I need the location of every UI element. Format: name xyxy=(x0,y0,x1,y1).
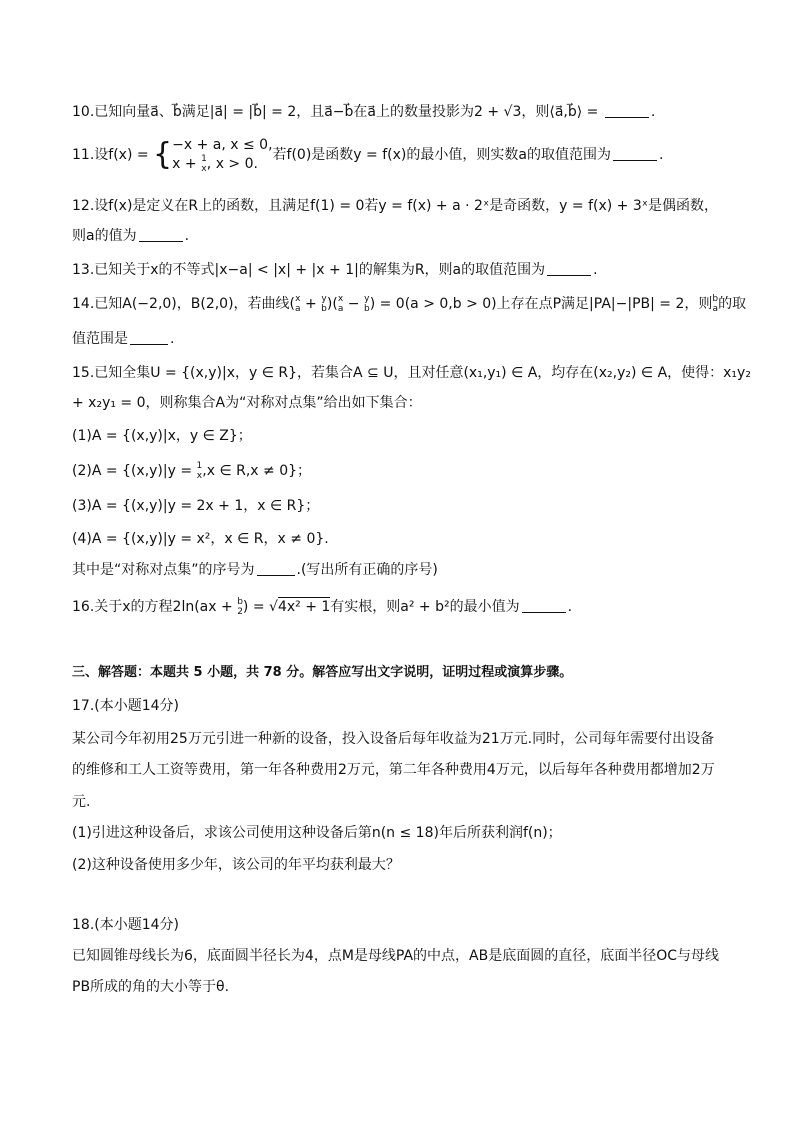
question-12-line-1: 12.设f(x)是定义在R上的函数，且满足f(1) = 0若y = f(x) + a · 2ˣ是奇函数，y = f(x) + 3ˣ是偶函数， xyxy=(72,198,718,214)
question-17-sub-1: (1)引进这种设备后，求该公司使用这种设备后第n(n ≤ 18)年后所获利润f(n)； xyxy=(72,825,562,841)
answer-blank xyxy=(522,598,566,613)
denominator: b xyxy=(321,304,327,314)
numerator: y xyxy=(364,294,370,304)
denominator: x xyxy=(201,164,207,174)
denominator: a xyxy=(712,304,718,314)
question-18-title: 18.(本小题14分) xyxy=(72,917,180,933)
denominator: b xyxy=(363,304,370,314)
question-17-para-3: 元. xyxy=(72,794,91,810)
question-13-text: 13.已知关于x的不等式|x−a| < |x| + |x + 1|的解集为R，则a的取值范围为 xyxy=(72,262,546,278)
question-17-para-1: 某公司今年初用25万元引进一种新的设备，投入设备后每年收益为21万元.同时，公司每年需要付出设备 xyxy=(72,731,715,747)
question-15-item-4: (4)A = {(x,y)|y = x²，x ∈ R，x ≠ 0}. xyxy=(72,531,329,547)
question-12-text: 则a的值为 xyxy=(72,228,137,244)
q16-lead: 16.关于x的方程2ln(ax + xyxy=(72,599,238,615)
case-2-tail: , x > 0. xyxy=(206,156,258,172)
question-12-line-2 xyxy=(72,227,189,245)
piecewise-case-1: −x + a, x ≤ 0, xyxy=(172,137,273,153)
question-11 xyxy=(72,136,663,174)
denominator: x xyxy=(196,471,203,481)
question-18-para-1: 已知圆锥母线长为6，底面圆半径长为4，点M是母线PA的中点，AB是底面圆的直径，底面半径OC与母线 xyxy=(72,948,719,964)
question-11-end: . xyxy=(658,147,664,163)
plus-sign: + xyxy=(300,296,322,312)
section-heading: 三、解答题：本题共 5 小题，共 78 分。解答应写出文字说明，证明过程或演算步骤。 xyxy=(72,665,573,680)
item-2-lead: (2)A = {(x,y)|y = xyxy=(72,463,197,479)
numerator: y xyxy=(321,294,327,304)
radicand: 4x² + 1 xyxy=(277,599,331,615)
denominator: 2 xyxy=(237,607,243,617)
minus-sign: − xyxy=(343,296,364,312)
question-11-suffix: 若f(0)是函数y = f(x)的最小值，则实数a的取值范围为 xyxy=(272,147,611,163)
q14-part-a: 14.已知A(−2,0)，B(2,0)，若曲线( xyxy=(72,296,296,312)
question-15-item-1: (1)A = {(x,y)|x，y ∈ Z}； xyxy=(72,428,252,444)
question-11-prefix: 11.设f(x) = xyxy=(72,147,154,163)
question-15-item-2 xyxy=(72,461,311,481)
question-14-line-1 xyxy=(72,294,746,314)
numerator: x xyxy=(337,294,344,304)
answer-blank xyxy=(257,561,295,576)
question-18-para-2: PB所成的角的大小等于θ. xyxy=(72,979,230,995)
answer-blank xyxy=(130,330,168,345)
q16-tail: 有实根，则a² + b²的最小值为 xyxy=(330,599,520,615)
question-10-text: 10.已知向量a⃗、b⃗满足|a⃗| = |b⃗| = 2，且a⃗−b⃗在a⃗上的数量投影为2 + √3，则⟨a⃗,b⃗⟩ = xyxy=(72,104,603,120)
question-15-line-1: 15.已知全集U = {(x,y)|x，y ∈ R}，若集合A ⊆ U，且对任意(x₁,y₁) ∈ A，均存在(x₂,y₂) ∈ A，使得：x₁y₂ xyxy=(72,365,751,381)
item-2-tail: ,x ∈ R,x ≠ 0}； xyxy=(202,463,312,479)
answer-blank xyxy=(547,261,591,276)
question-16 xyxy=(72,597,572,617)
numerator: 1 xyxy=(201,154,207,164)
question-17-title: 17.(本小题14分) xyxy=(72,698,180,714)
question-13-end: . xyxy=(593,262,598,278)
question-12-end: . xyxy=(184,228,190,244)
question-17-sub-2: (2)这种设备使用多少年，该公司的年平均获利最大？ xyxy=(72,857,400,873)
q14-part-b: ) = 0(a > 0,b > 0)上存在点P满足|PA|−|PB| = 2，则 xyxy=(369,296,713,312)
answer-blank xyxy=(605,103,649,118)
question-10 xyxy=(72,103,655,121)
conclusion-tail: .(写出所有正确的序号) xyxy=(296,562,438,578)
answer-blank xyxy=(139,227,183,242)
question-15-line-2: + x₂y₁ = 0，则称集合A为“对称对点集”给出如下集合： xyxy=(72,395,422,411)
parens: )( xyxy=(326,296,338,312)
question-14-line-2 xyxy=(72,330,174,348)
numerator: x xyxy=(295,294,301,304)
conclusion-lead: 其中是“对称对点集”的序号为 xyxy=(72,562,255,578)
piecewise-brace: { xyxy=(153,137,173,172)
case-2-lead: x + xyxy=(172,156,202,172)
question-15-conclusion xyxy=(72,561,438,579)
question-17-para-2: 的维修和工人工资等费用，第一年各种费用2万元，第二年各种费用4万元，以后每年各种费用都增加2万 xyxy=(72,762,715,778)
numerator: 1 xyxy=(196,461,203,471)
piecewise-case-2 xyxy=(172,154,272,174)
question-14-end: . xyxy=(170,331,175,347)
question-16-end: . xyxy=(567,599,573,615)
denominator: a xyxy=(337,304,344,314)
denominator: a xyxy=(295,304,301,314)
q16-middle: ) = √ xyxy=(242,599,278,615)
question-15-item-3: (3)A = {(x,y)|y = 2x + 1，x ∈ R}； xyxy=(72,498,320,514)
numerator: b xyxy=(712,294,719,304)
question-14-text: 值范围是 xyxy=(72,331,128,347)
q14-part-c: 的取 xyxy=(718,296,747,312)
question-13 xyxy=(72,261,598,279)
question-10-end: . xyxy=(650,104,656,120)
piecewise-cases xyxy=(172,136,272,174)
numerator: b xyxy=(237,597,243,607)
answer-blank xyxy=(613,146,657,161)
